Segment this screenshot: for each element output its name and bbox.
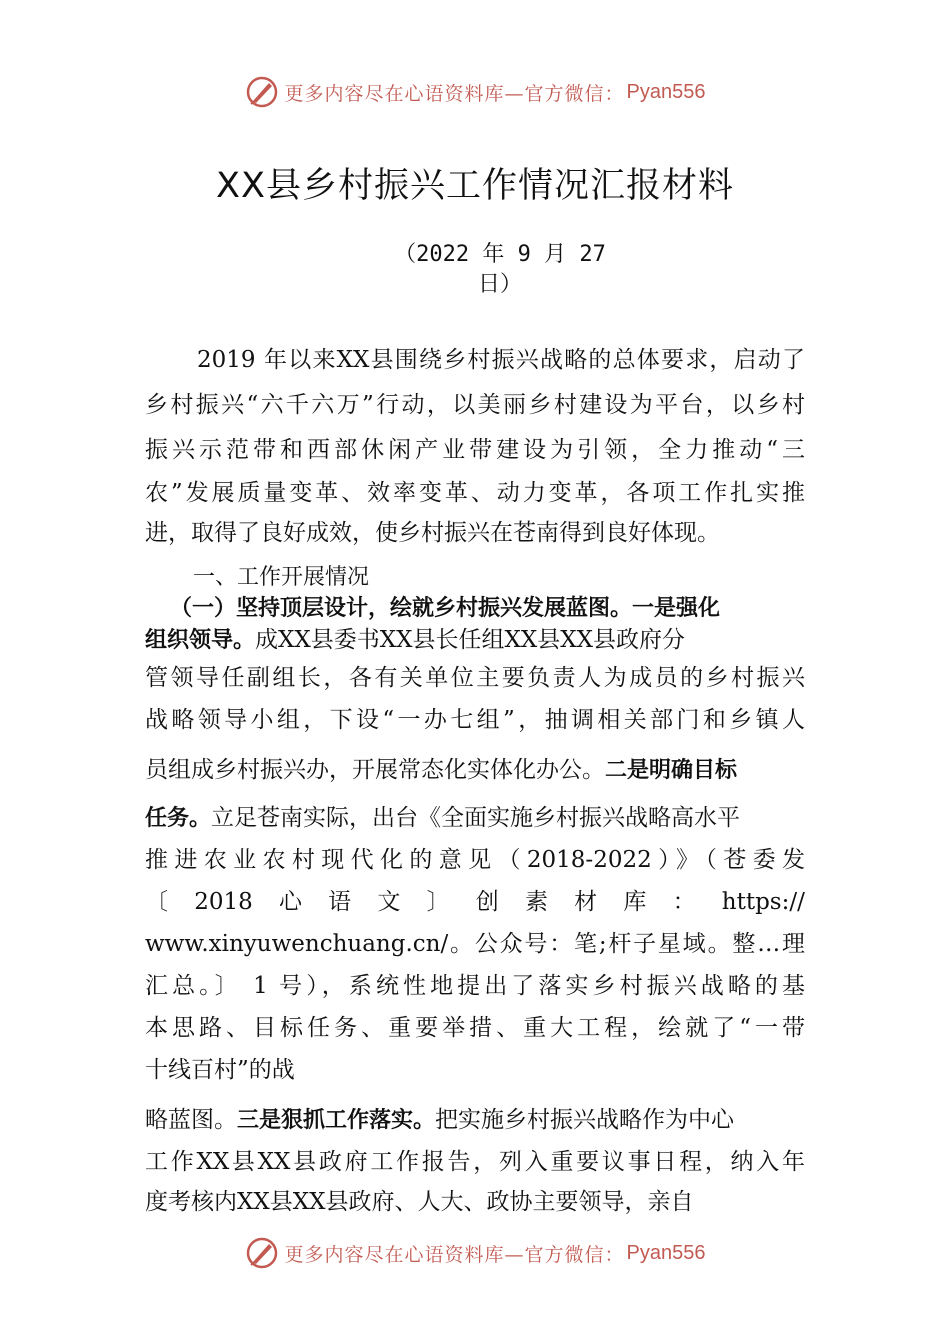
quill-pen-logo-icon bbox=[245, 75, 279, 109]
point-2-line-7: 十线百村”的战 bbox=[145, 1057, 295, 1083]
point-2-line-4: www.xinyuwenchuang.cn/。公众号：笔;杆子星域。整…理 bbox=[145, 931, 805, 957]
point-1-line-4 bbox=[145, 755, 737, 786]
spread-token: 〕 bbox=[426, 889, 450, 915]
point-2-bold-a: 二是明确目标 bbox=[605, 758, 738, 783]
spread-token: https:// bbox=[721, 889, 805, 915]
point-1-bold-a: 一是强化 bbox=[632, 596, 721, 621]
intro-line-1: 2019 年以来XX县围绕乡村振兴战略的总体要求，启动了 bbox=[197, 347, 805, 373]
point-3-text-1: 把实施乡村振兴战略作为中心 bbox=[435, 1107, 735, 1133]
spread-token: 心 bbox=[278, 889, 302, 915]
point-1-bold-b: 组织领导。 bbox=[145, 628, 256, 653]
point-3-line-1 bbox=[145, 1105, 734, 1136]
watermark-text: 更多内容尽在心语资料库—官方微信： bbox=[284, 82, 625, 105]
document-title: XX县乡村振兴工作情况汇报材料 bbox=[216, 166, 734, 206]
date-line-1: （2022 年 9 月 27 bbox=[394, 242, 606, 267]
point-2-line-1 bbox=[145, 803, 740, 834]
point-2-line-3 bbox=[145, 887, 805, 917]
spread-token: 语 bbox=[328, 889, 352, 915]
point-1-text-4: 员组成乡村振兴办，开展常态化实体化办公。 bbox=[145, 757, 605, 783]
intro-line-4: 农”发展质量变革、效率变革、动力变革，各项工作扎实推 bbox=[145, 480, 805, 506]
date-line-2: 日） bbox=[477, 272, 522, 297]
spread-token: 创 bbox=[475, 889, 499, 915]
watermark-wechat-id: Pyan556 bbox=[626, 80, 706, 103]
point-3-lead: 略蓝图。 bbox=[145, 1107, 237, 1133]
point-3-line-3: 度考核内XX县XX县政府、人大、政协主要领导，亲自 bbox=[145, 1189, 694, 1215]
point-1-text-1: 成XX县委书XX县长任组XX县XX县政府分 bbox=[255, 627, 686, 653]
spread-token: 素 bbox=[524, 889, 548, 915]
point-3-line-2: 工作XX县XX县政府工作报告，列入重要议事日程，纳入年 bbox=[145, 1149, 805, 1175]
spread-token: 文 bbox=[377, 889, 401, 915]
point-1-line-2: 管领导任副组长，各有关单位主要负责人为成员的乡村振兴 bbox=[145, 665, 805, 691]
bottom-watermark bbox=[0, 1233, 950, 1273]
subsection-1-line bbox=[170, 594, 720, 624]
watermark-text: 更多内容尽在心语资料库—官方微信： bbox=[284, 1243, 625, 1266]
spread-token: 〔 bbox=[145, 889, 168, 915]
spread-token: ： bbox=[672, 889, 696, 915]
watermark-wechat-id: Pyan556 bbox=[626, 1241, 706, 1264]
point-2-text-1: 立足苍南实际，出台《全面实施乡村振兴战略高水平 bbox=[211, 805, 741, 831]
top-watermark bbox=[0, 72, 950, 112]
spread-token: 2018 bbox=[194, 889, 253, 915]
intro-line-5: 进，取得了良好成效，使乡村振兴在苍南得到良好体现。 bbox=[145, 520, 720, 546]
quill-pen-logo-icon bbox=[245, 1236, 279, 1270]
section-heading: 一、工作开展情况 bbox=[193, 565, 370, 590]
point-2-line-6: 本思路、目标任务、重要举措、重大工程，绘就了“一带 bbox=[145, 1015, 805, 1041]
point-1-line-3: 战略领导小组，下设“一办七组”，抽调相关部门和乡镇人 bbox=[145, 707, 805, 733]
point-3-bold: 三是狠抓工作落实。 bbox=[237, 1108, 436, 1133]
point-2-bold-b: 任务。 bbox=[145, 806, 212, 831]
point-2-line-5: 汇总。〕 1 号），系统性地提出了落实乡村振兴战略的基 bbox=[145, 973, 805, 999]
point-2-line-2: 推进农业农村现代化的意见（2018-2022）》（苍委发 bbox=[145, 847, 805, 873]
intro-line-2: 乡村振兴“六千六万”行动，以美丽乡村建设为平台，以乡村 bbox=[145, 392, 805, 418]
point-1-line-1 bbox=[145, 625, 685, 656]
spread-token: 库 bbox=[623, 889, 647, 915]
subsection-1-heading: （一）坚持顶层设计，绘就乡村振兴发展蓝图。 bbox=[170, 596, 633, 621]
intro-line-3: 振兴示范带和西部休闲产业带建设为引领，全力推动“三 bbox=[145, 437, 805, 463]
spread-token: 材 bbox=[574, 889, 598, 915]
document-date bbox=[390, 240, 610, 300]
